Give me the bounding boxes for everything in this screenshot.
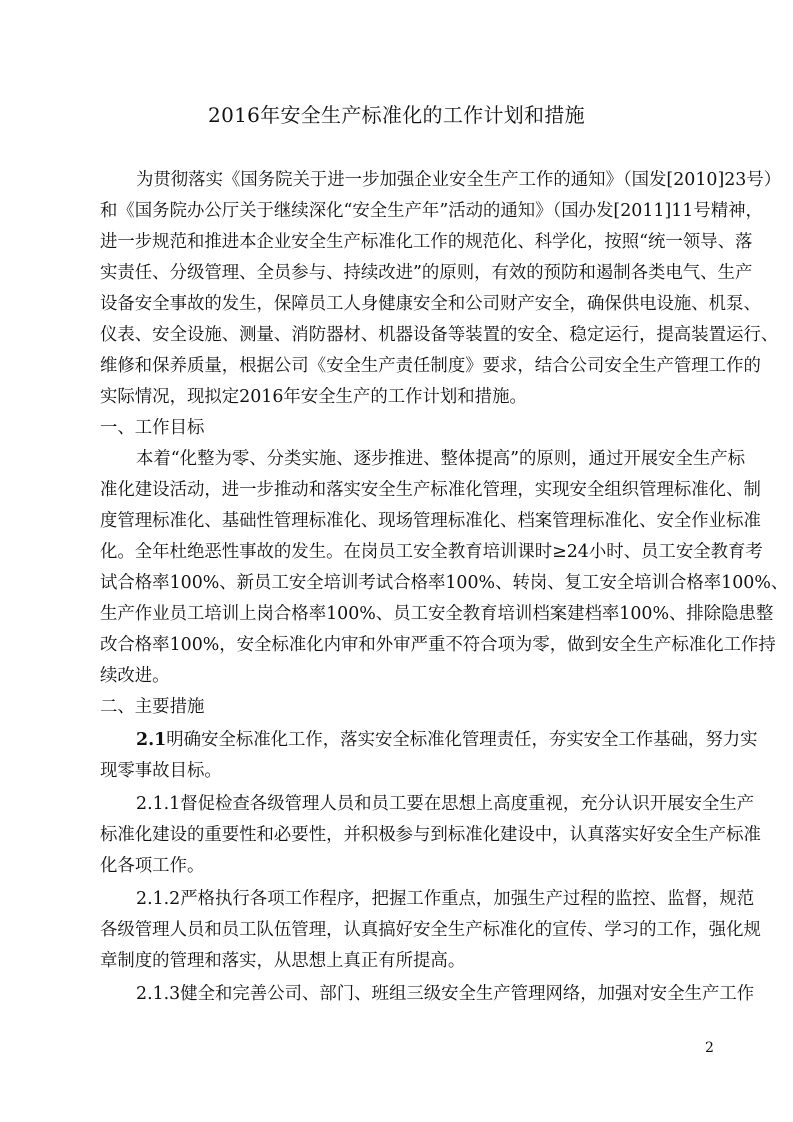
text-line: 标准化建设的重要性和必要性，并积极参与到标准化建设中，认真落实好安全生产标准 [100, 825, 761, 845]
paragraph-2-1-3 [100, 979, 755, 1010]
text-line: 各级管理人员和员工队伍管理，认真搞好安全生产标准化的宣传、学习的工作，强化规 [100, 920, 761, 940]
goals-paragraph [100, 444, 789, 692]
intro-paragraph [100, 165, 782, 413]
text-line: 维修和保养质量，根据公司《安全生产责任制度》要求，结合公司安全生产管理工作的 [100, 356, 761, 376]
section-heading-goals: 一、工作目标 [100, 418, 205, 438]
text-line: 化。全年杜绝恶性事故的发生。在岗员工安全教育培训课时≥24小时、员工安全教育考 [100, 542, 763, 562]
clause-text: 明确安全标准化工作，落实安全标准化管理责任，夯实安全工作基础，努力实 [166, 730, 758, 750]
text-line: 和《国务院办公厅关于继续深化“安全生产年”活动的通知》（国办发[2011]11号精神， [100, 201, 763, 221]
text-line [100, 725, 758, 756]
text-line: 为贯彻落实《国务院关于进一步加强企业安全生产工作的通知》（国发[2010]23号） [136, 170, 782, 190]
text-line: 章制度的管理和落实，从思想上真正有所提高。 [100, 951, 466, 971]
page-number: 2 [705, 1040, 714, 1056]
section-measures [100, 692, 761, 1010]
text-line: 生产作业员工培训上岗合格率100%、员工安全教育培训档案建档率100%、排除隐患整 [100, 604, 774, 624]
paragraph-2-1 [100, 725, 758, 787]
section-heading-measures: 二、主要措施 [100, 697, 205, 717]
text-line: 本着“化整为零、分类实施、逐步推进、整体提高”的原则，通过开展安全生产标 [136, 449, 746, 469]
text-line: 化各项工作。 [100, 856, 205, 876]
text-line: 设备安全事故的发生，保障员工人身健康安全和公司财产安全，确保供电设施、机泵、 [100, 294, 761, 314]
document-title: 2016年安全生产标准化的工作计划和措施 [208, 103, 585, 127]
text-line: 仪表、安全设施、测量、消防器材、机器设备等装置的安全、稳定运行，提高装置运行、 [100, 325, 779, 345]
paragraph-2-1-2 [100, 884, 761, 977]
clause-number: 2.1 [136, 730, 167, 750]
text-line: 度管理标准化、基础性管理标准化、现场管理标准化、档案管理标准化、安全作业标准 [100, 511, 761, 531]
text-line: 续改进。 [100, 666, 170, 686]
document-body [100, 165, 789, 1010]
text-line: 实责任、分级管理、全员参与、持续改进”的原则，有效的预防和遏制各类电气、生产 [100, 263, 753, 283]
text-line: 现零事故目标。 [100, 761, 222, 781]
paragraph-2-1-1 [100, 789, 761, 882]
text-line: 改合格率100%，安全标准化内审和外审严重不符合项为零，做到安全生产标准化工作持 [100, 635, 776, 655]
text-line: 实际情况，现拟定2016年安全生产的工作计划和措施。 [100, 387, 527, 407]
text-line: 进一步规范和推进本企业安全生产标准化工作的规范化、科学化，按照“统一领导、落 [100, 232, 753, 252]
text-line: 2.1.1督促检查各级管理人员和员工要在思想上高度重视，充分认识开展安全生产 [136, 794, 755, 814]
text-line: 2.1.3健全和完善公司、部门、班组三级安全生产管理网络，加强对安全生产工作 [136, 984, 755, 1004]
text-line: 2.1.2严格执行各项工作程序，把握工作重点，加强生产过程的监控、监督，规范 [136, 889, 755, 909]
text-line: 试合格率100%、新员工安全培训考试合格率100%、转岗、复工安全培训合格率100%、 [100, 573, 789, 593]
text-line: 准化建设活动，进一步推动和落实安全生产标准化管理，实现安全组织管理标准化、制 [100, 480, 761, 500]
